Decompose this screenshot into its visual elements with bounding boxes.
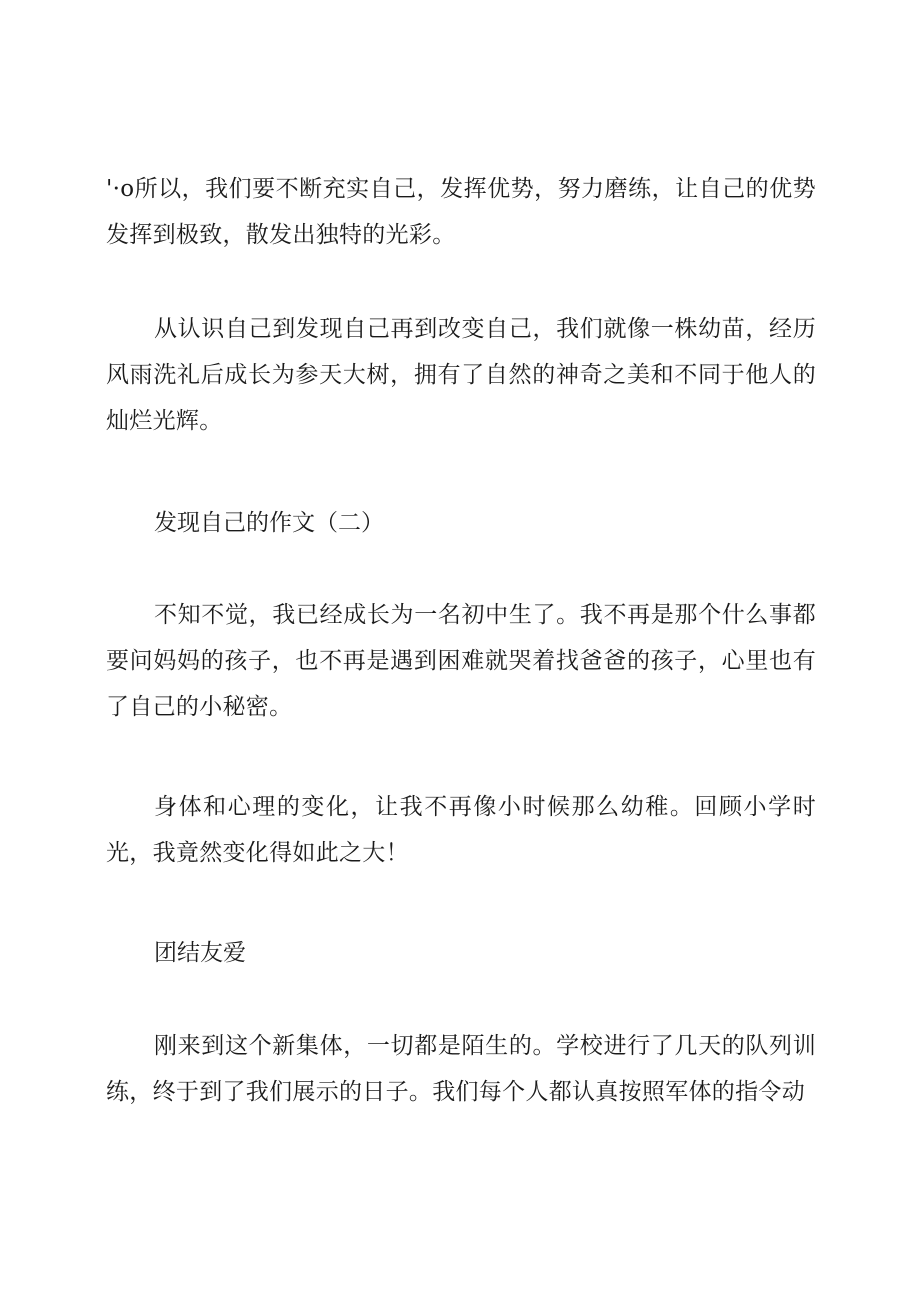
paragraph-3: 不知不觉，我已经成长为一名初中生了。我不再是那个什么事都要问妈妈的孩子，也不再是遇到困难就哭着找爸爸的孩子，心里也有了自己的小秘密。: [106, 602, 816, 720]
section-heading-unity: 团结友爱: [154, 940, 246, 966]
paragraph-5: 刚来到这个新集体，一切都是陌生的。学校进行了几天的队列训练，终于到了我们展示的日子。我们每个人都认真按照军体的指令动: [106, 1033, 816, 1105]
paragraph-2: 从认识自己到发现自己再到改变自己，我们就像一株幼苗，经历风雨洗礼后成长为参天大树，拥有了自然的神奇之美和不同于他人的灿烂光辉。: [106, 316, 816, 434]
paragraph-1: '·o所以，我们要不断充实自己，发挥优势，努力磨练，让自己的优势发挥到极致，散发出独特的光彩。: [106, 176, 816, 248]
section-heading-essay-two: 发现自己的作文（二）: [154, 510, 384, 536]
paragraph-4: 身体和心理的变化，让我不再像小时候那么幼稚。回顾小学时光，我竟然变化得如此之大！: [106, 794, 816, 866]
